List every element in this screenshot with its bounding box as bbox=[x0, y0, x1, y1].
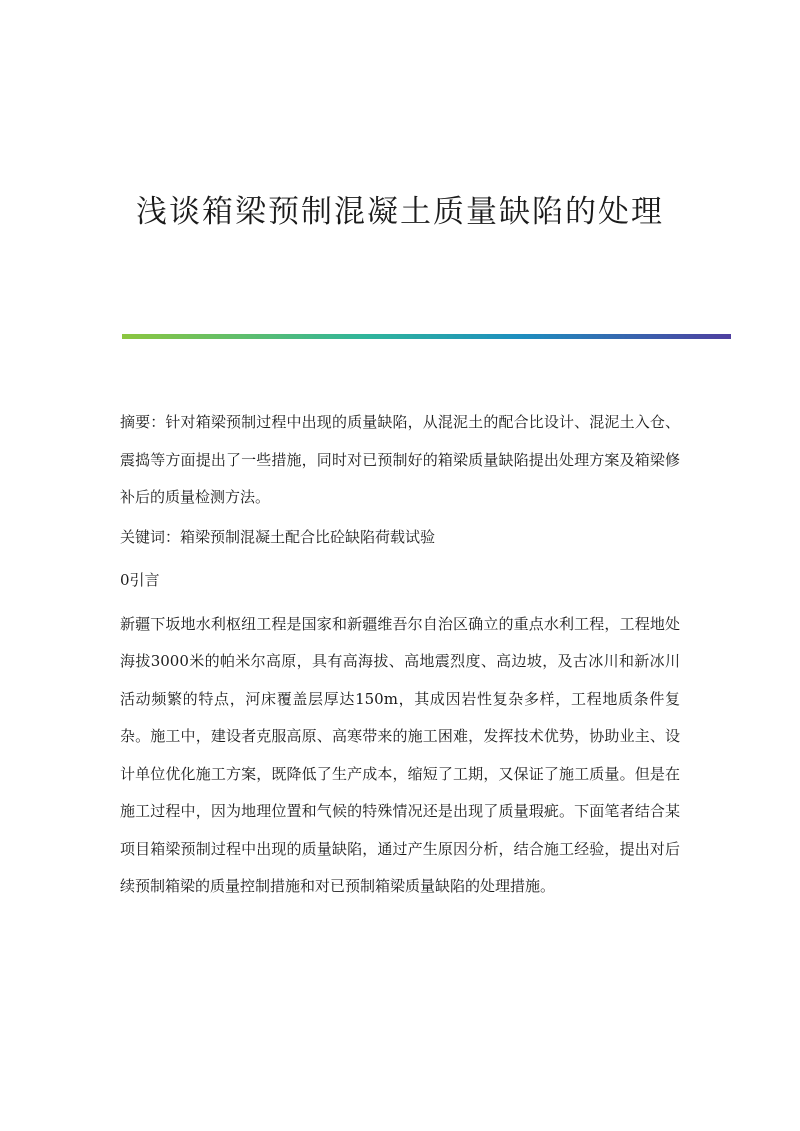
keywords-line: 关键词：箱梁预制混凝土配合比砼缺陷荷载试验 bbox=[120, 527, 436, 546]
intro-paragraph: 新疆下坂地水利枢纽工程是国家和新疆维吾尔自治区确立的重点水利工程，工程地处海拔3000米的帕米尔高原，具有高海拔、高地震烈度、高边坡，及古冰川和新冰川活动频繁的特点，河床覆盖层厚达150m，其成因岩性复杂多样，工程地质条件复杂。施工中，建设者克服高原、高寒带来的施工困难，发挥技术优势，协助业主、设计单位优化施工方案，既降低了生产成本，缩短了工期，又保证了施工质量。但是在施工过程中，因为地理位置和气候的特殊情况还是出现了质量瑕疵。下面笔者结合某项目箱梁预制过程中出现的质量缺陷，通过产生原因分析，结合施工经验，提出对后续预制箱梁的质量控制措施和对已预制箱梁质量缺陷的处理措施。 bbox=[120, 614, 680, 895]
document-body bbox=[120, 404, 680, 906]
title-divider bbox=[122, 334, 731, 339]
section-heading: 0引言 bbox=[120, 571, 160, 589]
document-title: 浅谈箱梁预制混凝土质量缺陷的处理 bbox=[136, 194, 664, 230]
abstract-paragraph: 摘要：针对箱梁预制过程中出现的质量缺陷，从混泥土的配合比设计、混泥土入仓、震捣等方面提出了一些措施，同时对已预制好的箱梁质量缺陷提出处理方案及箱梁修补后的质量检测方法。 bbox=[120, 413, 680, 506]
